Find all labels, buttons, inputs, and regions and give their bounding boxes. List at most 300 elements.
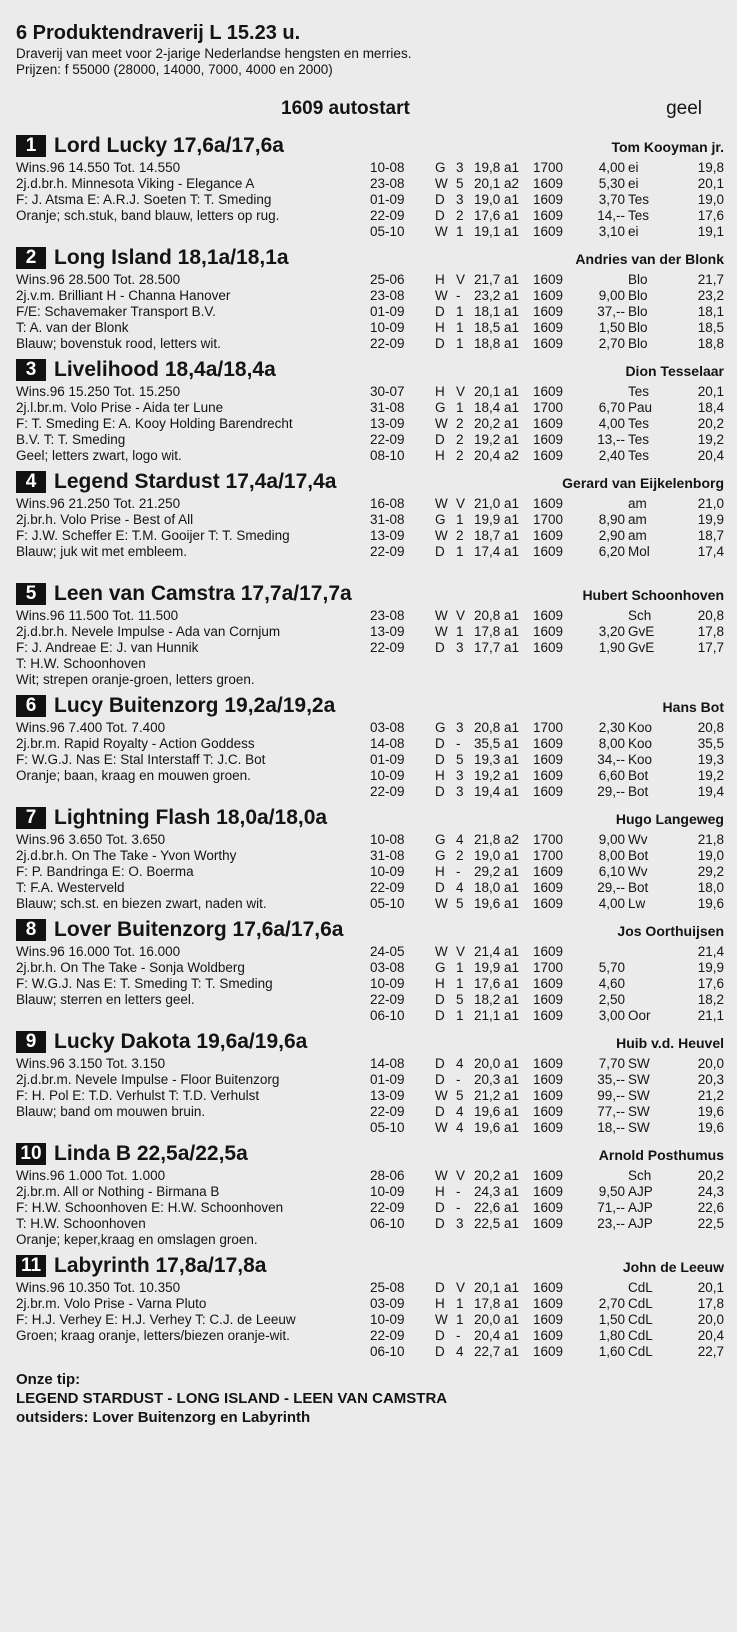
best-time: 19,2 (697, 432, 724, 447)
result-date: 31-08 (370, 512, 405, 527)
result-row (370, 384, 724, 400)
placing: 1 (456, 544, 464, 559)
horse-entry (16, 470, 724, 560)
result-driver: GvE (628, 624, 655, 639)
distance: 1700 (533, 400, 564, 415)
odds: 1,80 (598, 1328, 625, 1343)
result-date: 05-10 (370, 896, 405, 911)
result-date: 14-08 (370, 736, 405, 751)
best-time: 20,2 (697, 416, 724, 431)
distance: 1609 (533, 288, 564, 303)
result-driver: SW (628, 1104, 650, 1119)
result-driver: Tes (628, 416, 650, 431)
odds: 35,-- (597, 1072, 625, 1087)
best-time: 19,9 (697, 960, 724, 975)
result-date: 10-09 (370, 768, 405, 783)
track-code: D (435, 208, 445, 223)
horse-header (16, 582, 724, 608)
horse-entry (16, 582, 724, 688)
km-time: 20,1 a1 (474, 1280, 520, 1295)
horse-number: 2 (16, 247, 46, 269)
result-row (370, 448, 724, 464)
result-date: 05-10 (370, 1120, 405, 1135)
track-code: H (435, 448, 445, 463)
horse-info (16, 384, 356, 464)
result-date: 24-05 (370, 944, 405, 959)
horse-info (16, 496, 356, 560)
result-row (370, 768, 724, 784)
result-row (370, 1184, 724, 1200)
horse-info-line: F: W.G.J. Nas E: T. Smeding T: T. Smeding (16, 976, 273, 991)
placing: 1 (456, 320, 464, 335)
horse-info-line: 2j.d.br.h. Minnesota Viking - Elegance A (16, 176, 255, 191)
km-time: 18,0 a1 (474, 880, 520, 895)
best-time: 22,5 (697, 1216, 724, 1231)
distance: 1609 (533, 1216, 564, 1231)
horse-info-line: 2j.d.br.h. Nevele Impulse - Ada van Cornjum (16, 624, 281, 639)
best-time: 24,3 (697, 1184, 724, 1199)
track-code: W (435, 496, 448, 511)
placing: 1 (456, 336, 464, 351)
horse-info-line: Wins.96 11.500 Tot. 11.500 (16, 608, 179, 623)
odds: 2,70 (598, 336, 625, 351)
result-driver: SW (628, 1120, 650, 1135)
result-date: 03-08 (370, 960, 405, 975)
horse-info-line: Wins.96 28.500 Tot. 28.500 (16, 272, 181, 287)
horse-info-line: Geel; letters zwart, logo wit. (16, 448, 182, 463)
track-code: D (435, 1344, 445, 1359)
horse-results (370, 608, 724, 656)
odds: 7,70 (598, 1056, 625, 1071)
horse-entry (16, 358, 724, 464)
placing: 5 (456, 992, 464, 1007)
km-time: 20,3 a1 (474, 1072, 520, 1087)
km-time: 19,4 a1 (474, 784, 520, 799)
km-time: 21,2 a1 (474, 1088, 520, 1103)
horse-info-line: F: H.J. Verhey E: H.J. Verhey T: C.J. de Leeuw (16, 1312, 296, 1327)
horse-body (16, 496, 724, 560)
result-date: 10-09 (370, 1184, 405, 1199)
track-code: W (435, 624, 448, 639)
best-time: 21,1 (697, 1008, 724, 1023)
placing: - (456, 1184, 461, 1199)
horse-info-line: F: W.G.J. Nas E: Stal Interstaff T: J.C. Bot (16, 752, 266, 767)
best-time: 18,5 (697, 320, 724, 335)
horse-driver: Arnold Posthumus (598, 1147, 724, 1163)
odds: 18,-- (597, 1120, 625, 1135)
tip-heading: Onze tip: (16, 1371, 81, 1388)
track-code: W (435, 224, 448, 239)
result-driver: Sch (628, 608, 652, 623)
km-time: 20,0 a1 (474, 1312, 520, 1327)
track-code: G (435, 832, 446, 847)
distance: 1609 (533, 944, 564, 959)
horse-info-line: Groen; kraag oranje, letters/biezen oranje-wit. (16, 1328, 290, 1343)
placing: 3 (456, 720, 464, 735)
track-code: W (435, 608, 448, 623)
track-code: D (435, 1072, 445, 1087)
race-title: 6 Produktendraverij L 15.23 u. (16, 22, 301, 44)
horse-name: Lucy Buitenzorg 19,2a/19,2a (54, 694, 336, 717)
horse-info-line: B.V. T: T. Smeding (16, 432, 126, 447)
km-time: 35,5 a1 (474, 736, 520, 751)
track-code: D (435, 1008, 445, 1023)
horse-info (16, 832, 356, 912)
best-time: 21,2 (697, 1088, 724, 1103)
track-code: W (435, 416, 448, 431)
result-row (370, 400, 724, 416)
km-time: 20,2 a1 (474, 1168, 520, 1183)
result-date: 10-09 (370, 976, 405, 991)
result-row (370, 224, 724, 240)
distance: 1609 (533, 1104, 564, 1119)
track-code: H (435, 1296, 445, 1311)
placing: - (456, 1072, 461, 1087)
distance: 1700 (533, 848, 564, 863)
track-code: W (435, 1168, 448, 1183)
result-driver: Tes (628, 432, 650, 447)
horse-number: 1 (16, 135, 46, 157)
km-time: 19,0 a1 (474, 192, 520, 207)
placing: 5 (456, 1088, 464, 1103)
horse-number: 8 (16, 919, 46, 941)
horse-info-line: 2j.v.m. Brilliant H - Channa Hanover (16, 288, 231, 303)
best-time: 18,1 (697, 304, 724, 319)
tip-favourites: LEGEND STARDUST - LONG ISLAND - LEEN VAN CAMSTRA (16, 1390, 448, 1407)
odds: 8,00 (598, 736, 625, 751)
odds: 29,-- (597, 880, 625, 895)
result-row (370, 960, 724, 976)
result-row (370, 336, 724, 352)
race-page (16, 14, 724, 1427)
start-type: 1609 autostart (281, 98, 410, 119)
placing: 1 (456, 304, 464, 319)
result-driver: am (628, 496, 647, 511)
distance: 1700 (533, 160, 564, 175)
placing: 1 (456, 1312, 464, 1327)
horse-info-line: Wins.96 1.000 Tot. 1.000 (16, 1168, 166, 1183)
result-driver: SW (628, 1056, 650, 1071)
result-driver: Tes (628, 384, 650, 399)
distance: 1609 (533, 768, 564, 783)
best-time: 19,4 (697, 784, 724, 799)
result-driver: ei (628, 176, 639, 191)
km-time: 17,7 a1 (474, 640, 520, 655)
result-row (370, 1344, 724, 1360)
distance: 1609 (533, 544, 564, 559)
result-row (370, 1296, 724, 1312)
result-driver: GvE (628, 640, 655, 655)
km-time: 19,6 a1 (474, 896, 520, 911)
track-code: W (435, 1120, 448, 1135)
track-code: D (435, 1104, 445, 1119)
best-time: 23,2 (697, 288, 724, 303)
horse-info-line: Wins.96 21.250 Tot. 21.250 (16, 496, 181, 511)
result-date: 22-09 (370, 784, 405, 799)
result-date: 13-09 (370, 1088, 405, 1103)
distance: 1609 (533, 1008, 564, 1023)
horse-name: Long Island 18,1a/18,1a (54, 246, 289, 269)
distance: 1609 (533, 304, 564, 319)
placing: 4 (456, 1104, 464, 1119)
odds: 29,-- (597, 784, 625, 799)
result-row (370, 1008, 724, 1024)
horse-header (16, 134, 724, 160)
horse-info-line: 2j.d.br.m. Nevele Impulse - Floor Buitenzorg (16, 1072, 280, 1087)
km-time: 17,6 a1 (474, 208, 520, 223)
horse-number: 10 (16, 1143, 46, 1165)
distance: 1609 (533, 1296, 564, 1311)
track-code: G (435, 960, 446, 975)
odds: 77,-- (597, 1104, 625, 1119)
result-driver: Wv (628, 864, 648, 879)
horse-header (16, 246, 724, 272)
track-code: W (435, 944, 448, 959)
result-date: 13-09 (370, 416, 405, 431)
horse-driver: Huib v.d. Heuvel (616, 1035, 724, 1051)
horse-list (16, 134, 724, 1360)
km-time: 20,8 a1 (474, 608, 520, 623)
result-driver: Tes (628, 192, 650, 207)
horse-info-line: F: H. Pol E: T.D. Verhulst T: T.D. Verhulst (16, 1088, 260, 1103)
result-date: 23-08 (370, 608, 405, 623)
horse-info-line: Wins.96 16.000 Tot. 16.000 (16, 944, 181, 959)
result-driver: Blo (628, 320, 648, 335)
odds: 13,-- (597, 432, 625, 447)
result-date: 13-09 (370, 528, 405, 543)
best-time: 19,6 (697, 896, 724, 911)
result-row (370, 736, 724, 752)
result-driver: CdL (628, 1344, 653, 1359)
horse-info-line: Blauw; bovenstuk rood, letters wit. (16, 336, 221, 351)
distance: 1609 (533, 880, 564, 895)
km-time: 18,2 a1 (474, 992, 520, 1007)
placing: 1 (456, 976, 464, 991)
distance: 1609 (533, 528, 564, 543)
race-description: Draverij van meet voor 2-jarige Nederlandse hengsten en merries. (16, 46, 412, 61)
horse-header (16, 470, 724, 496)
odds: 6,10 (598, 864, 625, 879)
result-date: 16-08 (370, 496, 405, 511)
odds: 3,10 (598, 224, 625, 239)
horse-body (16, 608, 724, 688)
horse-entry (16, 1254, 724, 1360)
result-row (370, 1312, 724, 1328)
horse-name: Leen van Camstra 17,7a/17,7a (54, 582, 352, 605)
horse-name: Lover Buitenzorg 17,6a/17,6a (54, 918, 344, 941)
horse-info-line: Blauw; sch.st. en biezen zwart, naden wit. (16, 896, 267, 911)
horse-info-line: 2j.l.br.m. Volo Prise - Aida ter Lune (16, 400, 224, 415)
horse-header (16, 1142, 724, 1168)
best-time: 20,1 (697, 176, 724, 191)
odds: 5,70 (598, 960, 625, 975)
odds: 2,30 (598, 720, 625, 735)
horse-entry (16, 918, 724, 1024)
horse-info-line: F/E: Schavemaker Transport B.V. (16, 304, 216, 319)
best-time: 17,4 (697, 544, 724, 559)
horse-results (370, 1056, 724, 1136)
result-date: 28-06 (370, 1168, 405, 1183)
result-row (370, 624, 724, 640)
best-time: 20,4 (697, 1328, 724, 1343)
result-driver: Koo (628, 752, 653, 767)
km-time: 17,8 a1 (474, 624, 520, 639)
race-color: geel (666, 98, 702, 119)
result-driver: SW (628, 1088, 650, 1103)
horse-results (370, 496, 724, 560)
track-code: D (435, 1280, 445, 1295)
horse-results (370, 384, 724, 464)
horse-info-line: Wins.96 10.350 Tot. 10.350 (16, 1280, 181, 1295)
distance: 1609 (533, 416, 564, 431)
odds: 2,70 (598, 1296, 625, 1311)
km-time: 17,8 a1 (474, 1296, 520, 1311)
best-time: 20,0 (697, 1312, 724, 1327)
best-time: 17,7 (697, 640, 724, 655)
horse-info-line: Wins.96 7.400 Tot. 7.400 (16, 720, 166, 735)
horse-results (370, 1280, 724, 1360)
result-driver: AJP (628, 1184, 653, 1199)
result-date: 22-09 (370, 992, 405, 1007)
result-driver: Koo (628, 720, 653, 735)
track-code: G (435, 848, 446, 863)
odds: 9,00 (598, 288, 625, 303)
km-time: 19,9 a1 (474, 512, 520, 527)
odds: 2,90 (598, 528, 625, 543)
placing: V (456, 944, 466, 959)
result-row (370, 288, 724, 304)
best-time: 19,1 (697, 224, 724, 239)
result-row (370, 896, 724, 912)
km-time: 24,3 a1 (474, 1184, 520, 1199)
result-date: 22-09 (370, 336, 405, 351)
result-driver: AJP (628, 1216, 653, 1231)
result-row (370, 1216, 724, 1232)
horse-info-line: Oranje; baan, kraag en mouwen groen. (16, 768, 251, 783)
km-time: 19,3 a1 (474, 752, 520, 767)
km-time: 18,7 a1 (474, 528, 520, 543)
distance: 1700 (533, 512, 564, 527)
placing: 3 (456, 1216, 464, 1231)
track-code: D (435, 1056, 445, 1071)
odds: 4,00 (598, 416, 625, 431)
distance: 1609 (533, 176, 564, 191)
result-row (370, 848, 724, 864)
result-driver: Bot (628, 848, 649, 863)
placing: - (456, 1200, 461, 1215)
placing: 3 (456, 784, 464, 799)
horse-info (16, 272, 356, 352)
best-time: 19,0 (697, 848, 724, 863)
odds: 4,00 (598, 896, 625, 911)
result-row (370, 416, 724, 432)
result-date: 06-10 (370, 1216, 405, 1231)
horse-driver: Tom Kooyman jr. (611, 139, 724, 155)
result-row (370, 304, 724, 320)
distance: 1609 (533, 496, 564, 511)
horse-info-line: F: P. Bandringa E: O. Boerma (16, 864, 194, 879)
km-time: 21,7 a1 (474, 272, 520, 287)
track-code: H (435, 864, 445, 879)
horse-number: 11 (16, 1255, 46, 1277)
km-time: 18,8 a1 (474, 336, 520, 351)
odds: 3,00 (598, 1008, 625, 1023)
track-code: D (435, 336, 445, 351)
km-time: 22,5 a1 (474, 1216, 520, 1231)
placing: V (456, 1280, 466, 1295)
distance: 1609 (533, 1328, 564, 1343)
track-code: D (435, 1328, 445, 1343)
horse-name: Legend Stardust 17,4a/17,4a (54, 470, 337, 493)
horse-info-line: T: H.W. Schoonhoven (16, 656, 146, 671)
distance: 1609 (533, 192, 564, 207)
horse-header (16, 1254, 724, 1280)
horse-body (16, 832, 724, 912)
best-time: 20,1 (697, 1280, 724, 1295)
km-time: 20,8 a1 (474, 720, 520, 735)
horse-body (16, 160, 724, 240)
km-time: 20,4 a1 (474, 1328, 520, 1343)
result-row (370, 832, 724, 848)
placing: 2 (456, 432, 464, 447)
odds: 14,-- (597, 208, 625, 223)
result-date: 22-09 (370, 1200, 405, 1215)
placing: 1 (456, 224, 464, 239)
placing: 5 (456, 176, 464, 191)
result-row (370, 976, 724, 992)
odds: 1,50 (598, 320, 625, 335)
distance: 1609 (533, 1280, 564, 1295)
result-driver: Wv (628, 832, 648, 847)
result-date: 31-08 (370, 400, 405, 415)
horse-header (16, 1030, 724, 1056)
km-time: 21,8 a2 (474, 832, 520, 847)
result-row (370, 752, 724, 768)
result-date: 13-09 (370, 624, 405, 639)
horse-results (370, 1168, 724, 1232)
placing: 1 (456, 960, 464, 975)
result-driver: Oor (628, 1008, 651, 1023)
odds: 37,-- (597, 304, 625, 319)
distance: 1609 (533, 432, 564, 447)
horse-number: 4 (16, 471, 46, 493)
result-row (370, 608, 724, 624)
km-time: 22,7 a1 (474, 1344, 520, 1359)
placing: 2 (456, 208, 464, 223)
distance: 1609 (533, 976, 564, 991)
horse-number: 9 (16, 1031, 46, 1053)
horse-driver: Dion Tesselaar (625, 363, 724, 379)
result-driver: CdL (628, 1296, 653, 1311)
placing: V (456, 496, 466, 511)
result-date: 01-09 (370, 192, 405, 207)
track-code: W (435, 176, 448, 191)
result-driver: Blo (628, 288, 648, 303)
result-row (370, 192, 724, 208)
placing: 5 (456, 752, 464, 767)
placing: 2 (456, 448, 464, 463)
horse-info (16, 720, 356, 784)
horse-info-line: 2j.br.m. Rapid Royalty - Action Goddess (16, 736, 255, 751)
distance: 1609 (533, 896, 564, 911)
best-time: 20,1 (697, 384, 724, 399)
distance: 1609 (533, 1312, 564, 1327)
horse-name: Lightning Flash 18,0a/18,0a (54, 806, 328, 829)
distance: 1700 (533, 720, 564, 735)
result-date: 10-09 (370, 320, 405, 335)
km-time: 17,4 a1 (474, 544, 520, 559)
distance: 1609 (533, 736, 564, 751)
